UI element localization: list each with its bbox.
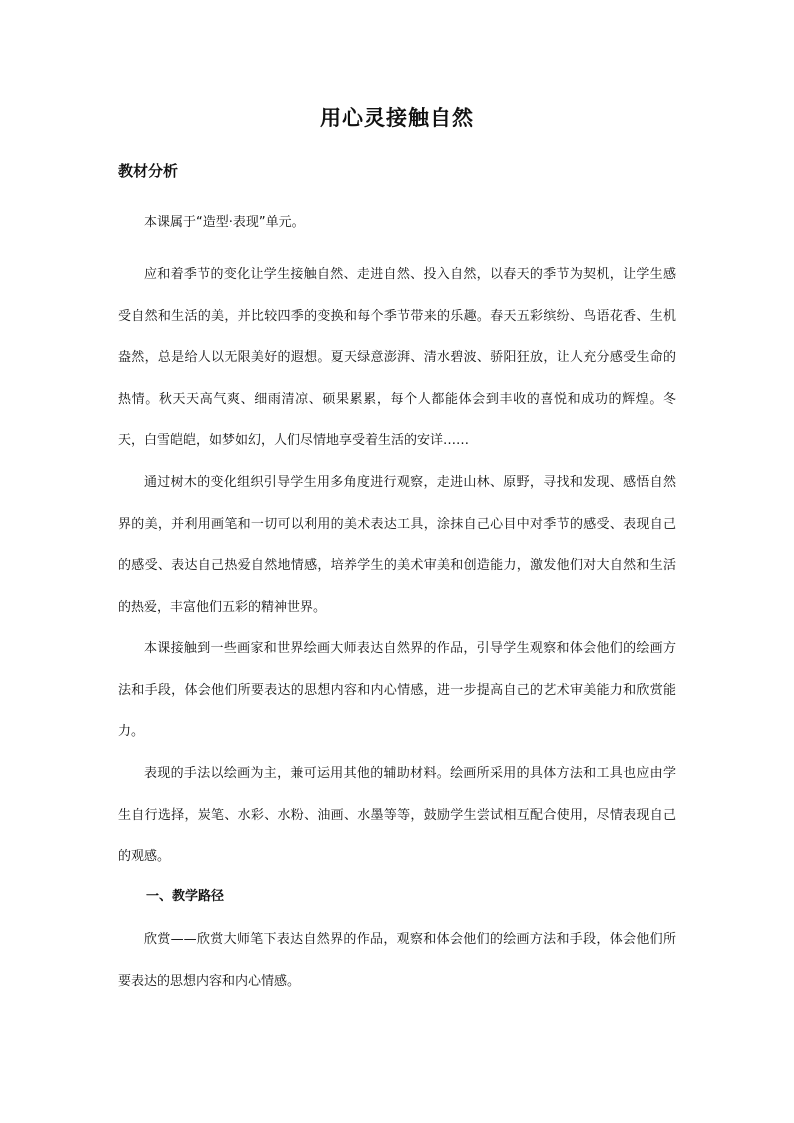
paragraph-unit: 本课属于“造型·表现”单元。 bbox=[144, 215, 305, 230]
paragraph-appreciation: 欣赏——欣赏大师笔下表达自然界的作品，观察和体会他们的绘画方法和手段，体会他们所要表达的思想内容和内心情感。 bbox=[118, 932, 676, 989]
section-heading: 教材分析 bbox=[118, 162, 179, 180]
paragraph-techniques: 表现的手法以绘画为主，兼可运用其他的辅助材料。绘画所采用的具体方法和工具也应由学生自行选择，炭笔、水彩、水粉、油画、水墨等等，鼓励学生尝试相互配合使用，尽情表现自己的观感。 bbox=[118, 766, 676, 864]
paragraph-seasons: 应和着季节的变化让学生接触自然、走进自然、投入自然，以春天的季节为契机，让学生感受自然和生活的美，并比较四季的变换和每个季节带来的乐趣。春天五彩缤纷、鸟语花香、生机盎然，总是给人以无限美好的遐想。夏天绿意澎湃、清水碧波、骄阳狂放，让人充分感受生命的热情。秋天天高气爽、细雨清凉、硕果累累，每个人都能体会到丰收的喜悦和成功的辉煌。冬天，白雪皑皑，如梦如幻，人们尽情地享受着生活的安详…… bbox=[118, 267, 676, 448]
paragraph-masters: 本课接触到一些画家和世界绘画大师表达自然界的作品，引导学生观察和体会他们的绘画方法和手段，体会他们所要表达的思想内容和内心情感，进一步提高自己的艺术审美能力和欣赏能力。 bbox=[118, 641, 676, 739]
paragraph-observation: 通过树木的变化组织引导学生用多角度进行观察，走进山林、原野，寻找和发现、感悟自然界的美，并利用画笔和一切可以利用的美术表达工具，涂抹自己心目中对季节的感受、表现自己的感受、表达自己热爱自然地情感，培养学生的美术审美和创造能力，激发他们对大自然和生活的热爱，丰富他们五彩的精神世界。 bbox=[118, 475, 676, 615]
subheading-teaching-path: 一、教学路径 bbox=[146, 889, 225, 904]
document-title: 用心灵接触自然 bbox=[320, 105, 474, 130]
